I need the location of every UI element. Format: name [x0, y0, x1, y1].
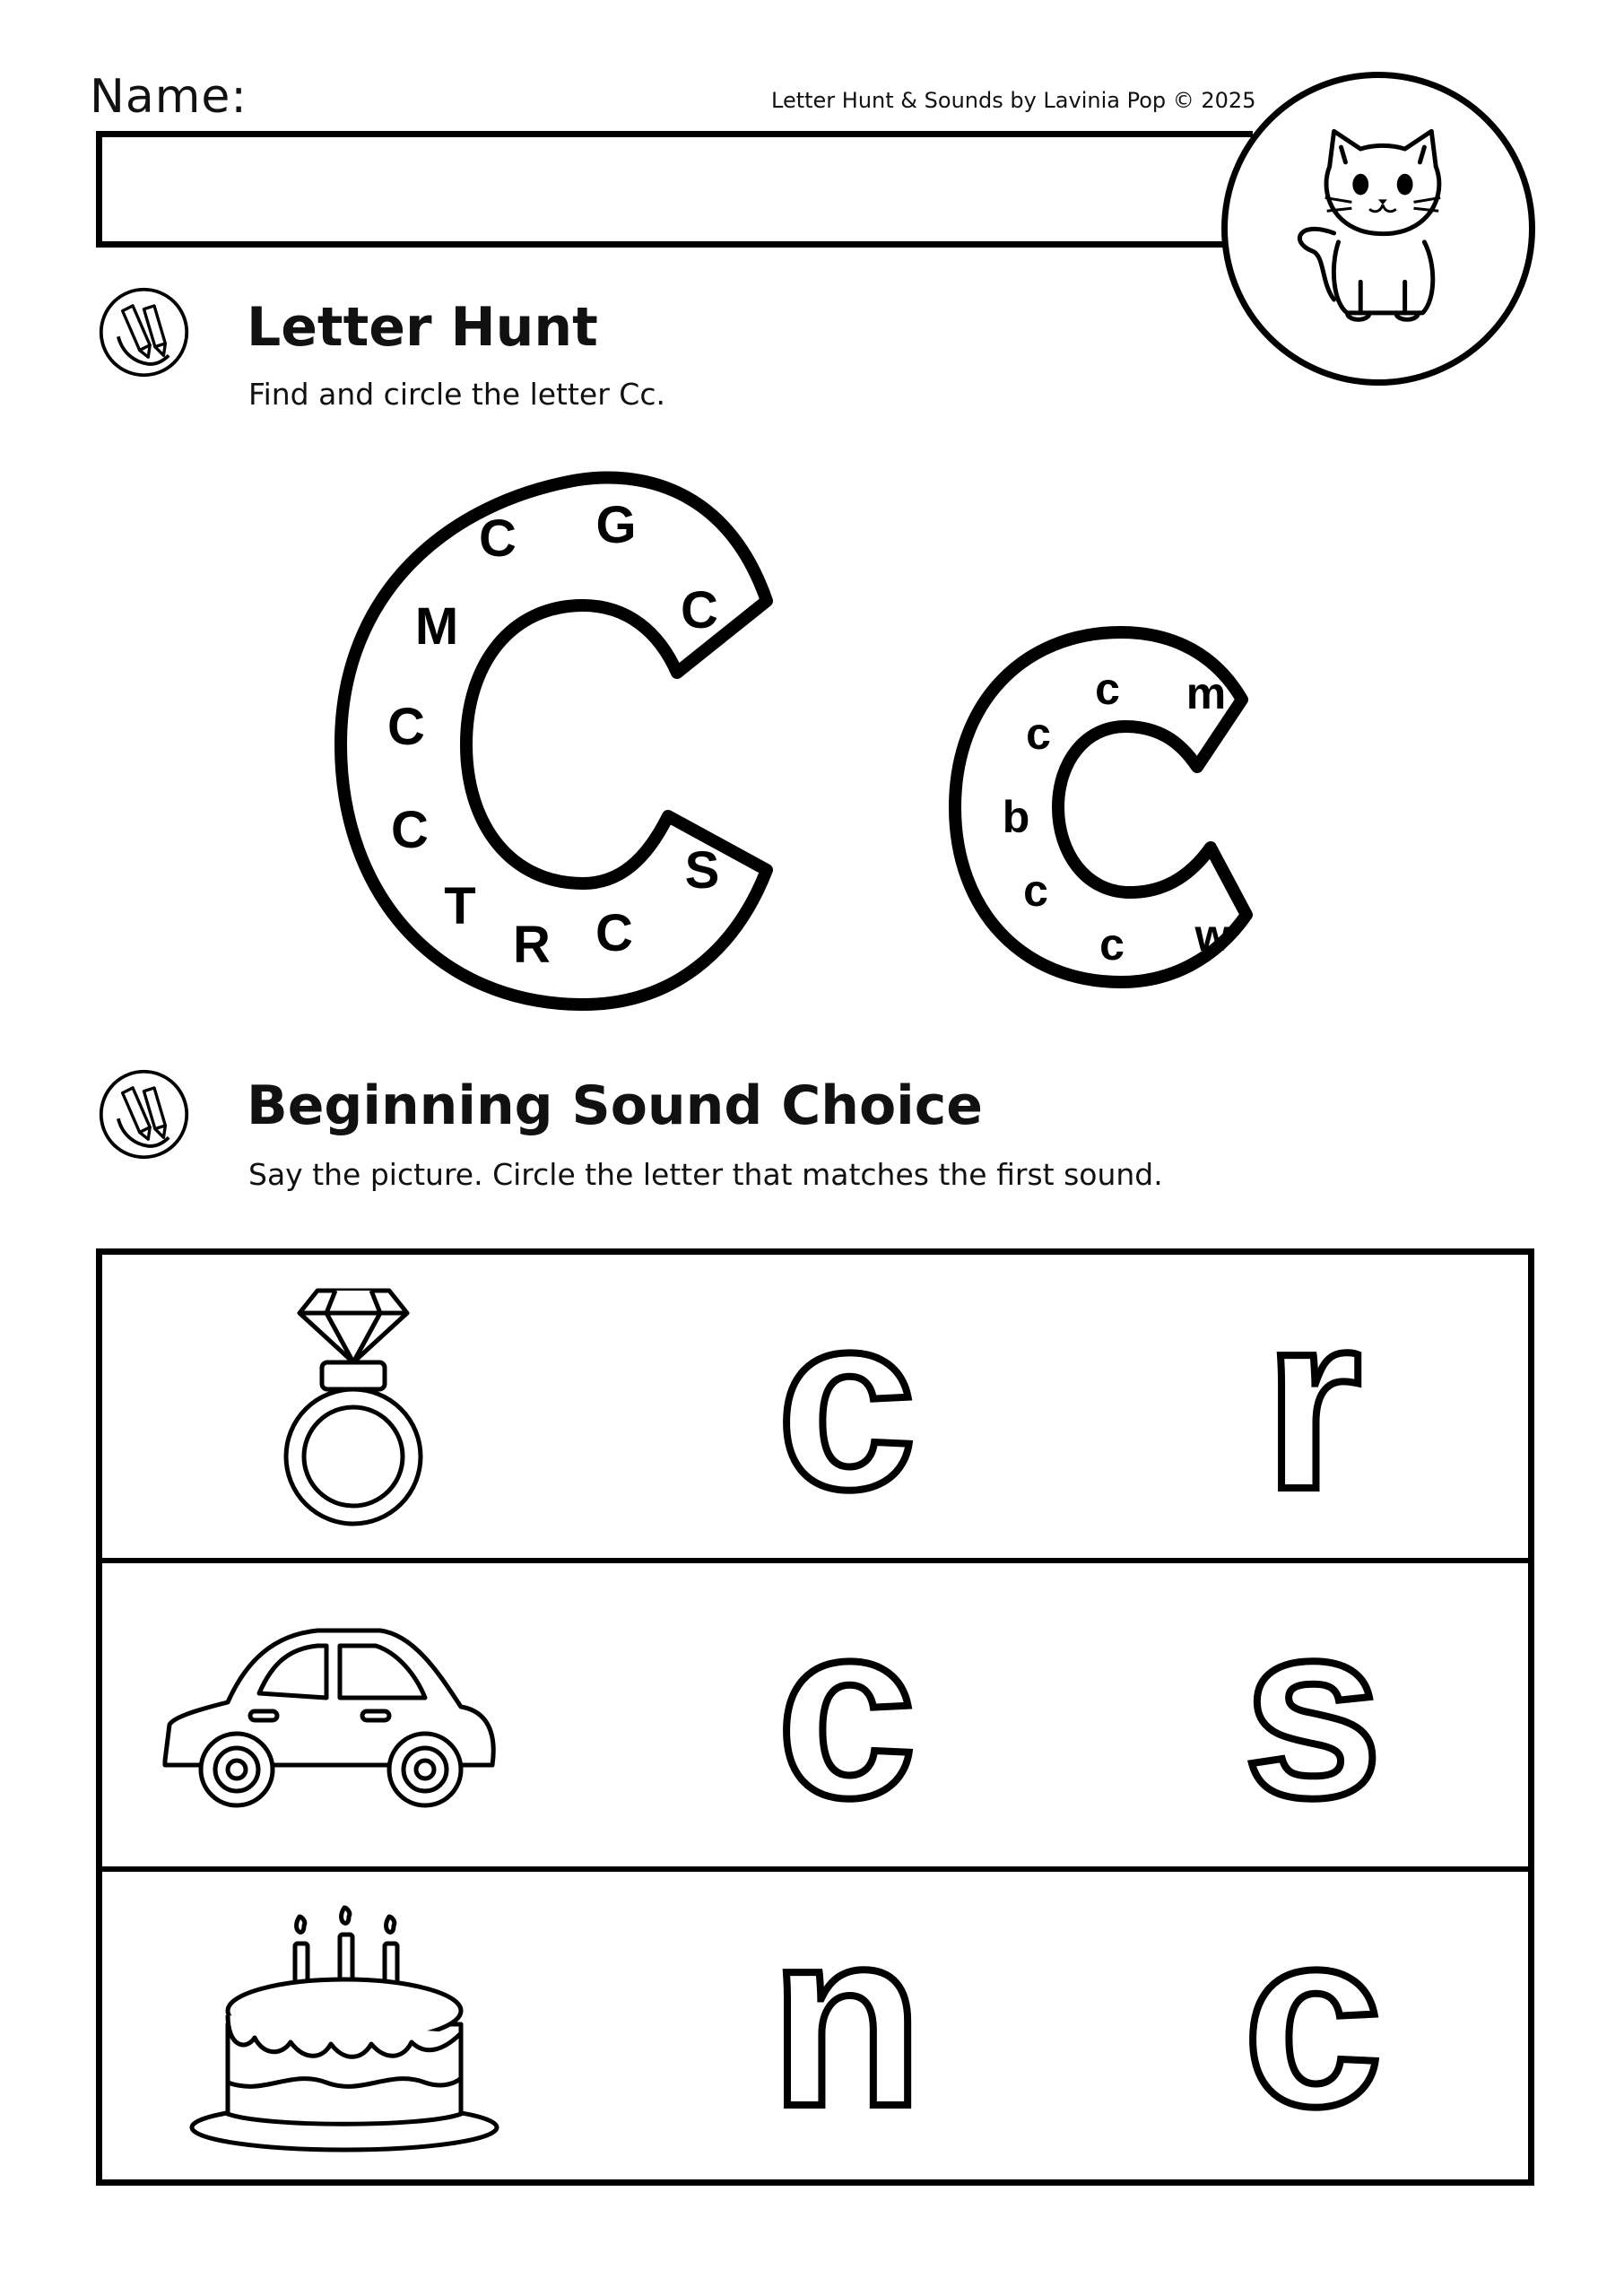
cat-badge [1221, 72, 1535, 386]
hunt-letter[interactable]: C [391, 801, 429, 859]
hunt-letter[interactable]: R [513, 916, 551, 974]
hunt-letter[interactable]: T [444, 877, 476, 935]
car-icon [156, 1581, 515, 1850]
hunt-letter[interactable]: C [479, 509, 517, 568]
svg-text:r: r [1264, 1264, 1362, 1542]
svg-text:c: c [777, 1572, 916, 1850]
cat-icon [1228, 78, 1529, 379]
hunt-letter[interactable]: w [1194, 910, 1230, 961]
hunt-letter[interactable]: c [1099, 919, 1125, 970]
cake-icon [156, 1890, 515, 2159]
svg-text:s: s [1243, 1572, 1383, 1850]
letter-hunt-title: Letter Hunt [247, 296, 598, 359]
sound-choice-table [96, 1248, 1534, 2186]
sound-choice-row [102, 1255, 1528, 1563]
sound-choice-row [102, 1563, 1528, 1872]
hunt-letter[interactable]: G [595, 496, 637, 554]
hunt-letter[interactable]: C [681, 581, 718, 639]
credit-line: Letter Hunt & Sounds by Lavinia Pop © 2025 [771, 88, 1256, 113]
letter-option[interactable] [1178, 1881, 1447, 2168]
hunt-letter[interactable]: S [684, 841, 720, 900]
beginning-sound-title: Beginning Sound Choice [247, 1074, 983, 1137]
letter-hunt-instruction: Find and circle the letter Cc. [248, 377, 665, 412]
hunt-letter[interactable]: c [1095, 664, 1120, 714]
hunt-letter[interactable]: C [387, 698, 425, 756]
name-write-box[interactable] [96, 131, 1253, 248]
letter-hunt-area [314, 448, 1300, 1031]
hunt-letter[interactable]: c [1026, 709, 1051, 759]
hunt-letter[interactable]: c [1023, 865, 1048, 916]
svg-text:c: c [1243, 1881, 1383, 2159]
crayons-icon [97, 285, 191, 379]
letter-option[interactable] [1178, 1572, 1447, 1859]
sound-choice-row [102, 1872, 1528, 2180]
letter-option[interactable] [1178, 1264, 1447, 1551]
letter-option[interactable] [712, 1572, 981, 1859]
hunt-letter[interactable]: C [595, 904, 633, 962]
ring-icon [156, 1273, 515, 1542]
name-label: Name: [90, 70, 248, 124]
svg-text:c: c [777, 1264, 916, 1542]
hunt-letter[interactable]: M [414, 597, 459, 656]
crayons-icon [97, 1067, 191, 1161]
letter-option[interactable] [712, 1881, 981, 2168]
hunt-letter[interactable]: b [1002, 792, 1030, 842]
svg-text:n: n [769, 1881, 924, 2159]
beginning-sound-instruction: Say the picture. Circle the letter that matches the first sound. [248, 1157, 1163, 1192]
letter-option[interactable] [712, 1264, 981, 1551]
hunt-letter[interactable]: m [1185, 668, 1227, 718]
